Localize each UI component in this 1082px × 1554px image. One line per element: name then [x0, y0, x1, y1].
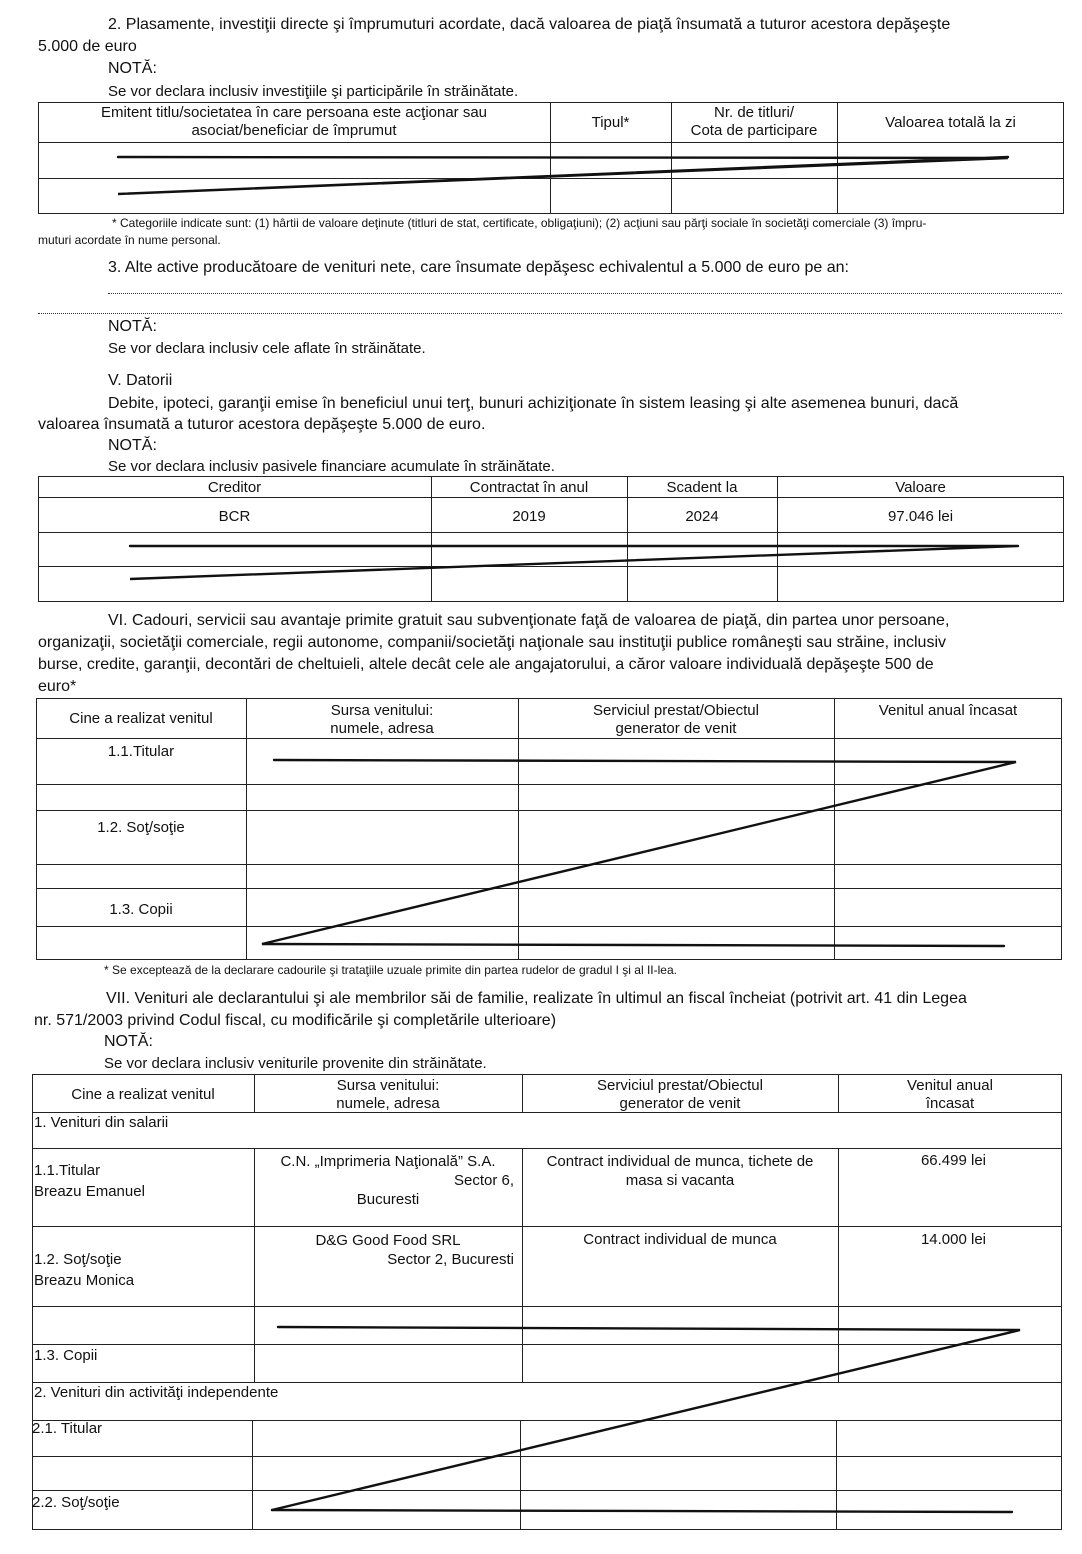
- sec6-text-line4: euro*: [38, 678, 77, 695]
- sec5-text-line2: valoarea însumată a tuturor acestora depăşeşte 5.000 de euro.: [38, 416, 486, 433]
- sec5-nota-label: NOTĂ:: [108, 437, 157, 454]
- sec7-text-line2: nr. 571/2003 privind Codul fiscal, cu modificările şi completările ulterioare): [34, 1012, 557, 1029]
- income-row1-service: Contract individual de munca, tichete de masa si vacanta: [546, 1153, 814, 1189]
- gifts-header-who: Cine a realizat venitul: [69, 710, 213, 727]
- sec6-text-line1: VI. Cadouri, servicii sau avantaje primite gratuit sau subvenţionate faţă de valoarea de piaţă, din partea unor persoane,: [108, 612, 950, 629]
- sec6-text-line2: organizaţii, societăţii comerciale, regii autonome, companii/societăţi naţionale sau instituţii publice româneşti sau străine, inclusiv: [38, 634, 947, 651]
- income-row2-amount: 14.000 lei: [920, 1231, 986, 1248]
- sec7-text-line1: VII. Venituri ale declarantului şi ale membrilor săi de familie, realizate în ultimul an fiscal încheiat (potrivit art. 41 din Legea: [106, 990, 967, 1007]
- income-header-who: Cine a realizat venitul: [71, 1086, 215, 1103]
- sec6-footnote: * Se exceptează de la declarare cadourile şi trataţiile uzuale primite din partea rudelor de gradul I şi al II-lea.: [104, 963, 677, 977]
- income-row2-who: 1.2. Soţ/soţie Breazu Monica: [34, 1251, 135, 1289]
- debts-cell-value: 97.046 lei: [887, 508, 954, 525]
- gifts-row-children: 1.3. Copii: [109, 901, 173, 918]
- debts-strike-line: [130, 546, 1018, 579]
- gifts-header-income: Venitul anual încasat: [878, 702, 1018, 719]
- sec2-nota-text: Se vor declara inclusiv investiţiile şi participările în străinătate.: [108, 83, 519, 100]
- gifts-strike-line: [262, 760, 1016, 946]
- sec5-text-line1: Debite, ipoteci, garanţii emise în beneficiul unui terţ, bunuri achiziţionate în sistem leasing şi alte asemenea bunuri, dacă: [108, 395, 959, 412]
- income-row1-source: C.N. „Imprimeria Naţională” S.A. Sector 6, Bucuresti: [280, 1153, 514, 1208]
- income-strike-line-2: [272, 1510, 1012, 1512]
- income-header-income: Venitul anual încasat: [907, 1077, 993, 1112]
- gifts-row-spouse: 1.2. Soţ/soţie: [97, 819, 185, 836]
- income-row-children: 1.3. Copii: [34, 1347, 98, 1364]
- sec7-nota-label: NOTĂ:: [104, 1033, 153, 1050]
- gifts-header-service: Serviciul prestat/Obiectul generator de venit: [593, 702, 759, 737]
- debts-header-year: Contractat în anul: [469, 479, 589, 496]
- sec6-text-line3: burse, credite, garanţii, decontări de cheltuieli, altele decât cele ale angajatorului, a căror valoare individuală depăşeşte 500 de: [38, 656, 934, 673]
- income-row2-source: D&G Good Food SRL Sector 2, Bucuresti: [315, 1232, 514, 1268]
- income-row1-amount: 66.499 lei: [920, 1152, 986, 1169]
- income-group-independent: 2. Venituri din activităţi independente: [34, 1384, 279, 1401]
- investments-header-count: Nr. de titluri/ Cota de participare: [690, 104, 818, 139]
- income-group-salaries: 1. Venituri din salarii: [34, 1114, 169, 1131]
- sec3-nota-text: Se vor declara inclusiv cele aflate în străinătate.: [108, 340, 426, 357]
- income-header-source: Sursa venitului: numele, adresa: [336, 1077, 440, 1112]
- debts-header-value: Valoare: [895, 479, 946, 496]
- sec7-nota-text: Se vor declara inclusiv veniturile provenite din străinătate.: [104, 1055, 487, 1072]
- debts-cell-due: 2024: [685, 508, 719, 525]
- debts-header-due: Scadent la: [666, 479, 738, 496]
- investments-header-value: Valoarea totală la zi: [885, 114, 1016, 131]
- debts-header-creditor: Creditor: [207, 479, 262, 496]
- income-row2-service: Contract individual de munca: [583, 1231, 777, 1248]
- debts-cell-creditor: BCR: [218, 508, 251, 525]
- sec2-footnote-line2: muturi acordate în nume personal.: [38, 233, 221, 247]
- income-header-service: Serviciul prestat/Obiectul generator de venit: [597, 1077, 763, 1112]
- sec3-text: 3. Alte active producătoare de venituri nete, care însumate depăşesc echivalentul a 5.000 de euro pe an:: [108, 259, 849, 276]
- sec2-nota-label: NOTĂ:: [108, 60, 157, 77]
- investments-header-issuer: Emitent titlu/societatea în care persoana este acţionar sau asociat/beneficiar de împrumut: [100, 104, 488, 139]
- sec3-nota-label: NOTĂ:: [108, 318, 157, 335]
- investments-strike-line: [118, 157, 1008, 194]
- gifts-row-titular: 1.1.Titular: [107, 743, 175, 760]
- sec5-nota-text: Se vor declara inclusiv pasivele financiare acumulate în străinătate.: [108, 458, 555, 475]
- investments-header-type: Tipul*: [591, 114, 630, 131]
- sec2-text-line1: 2. Plasamente, investiţii directe şi împrumuturi acordate, dacă valoarea de piaţă însumată a tuturor acestora depăşeşte: [108, 16, 951, 33]
- income-strike-line-1: [272, 1327, 1020, 1510]
- gifts-header-source: Sursa venitului: numele, adresa: [330, 702, 434, 737]
- debts-cell-year: 2019: [512, 508, 546, 525]
- income-row1-who: 1.1.Titular Breazu Emanuel: [34, 1162, 145, 1200]
- income-row-spouse-independent: 2.2. Soţ/soţie: [32, 1494, 120, 1511]
- income-row-titular-independent: 2.1. Titular: [32, 1420, 103, 1437]
- sec2-text-line2: 5.000 de euro: [38, 38, 137, 55]
- sec5-title: V. Datorii: [108, 372, 173, 389]
- sec2-footnote-line1: * Categoriile indicate sunt: (1) hârtii de valoare deţinute (titluri de stat, certificate, obligaţiuni); (2) acţiuni sau părţi sociale în societăţi comerciale (3) împru-: [112, 216, 927, 230]
